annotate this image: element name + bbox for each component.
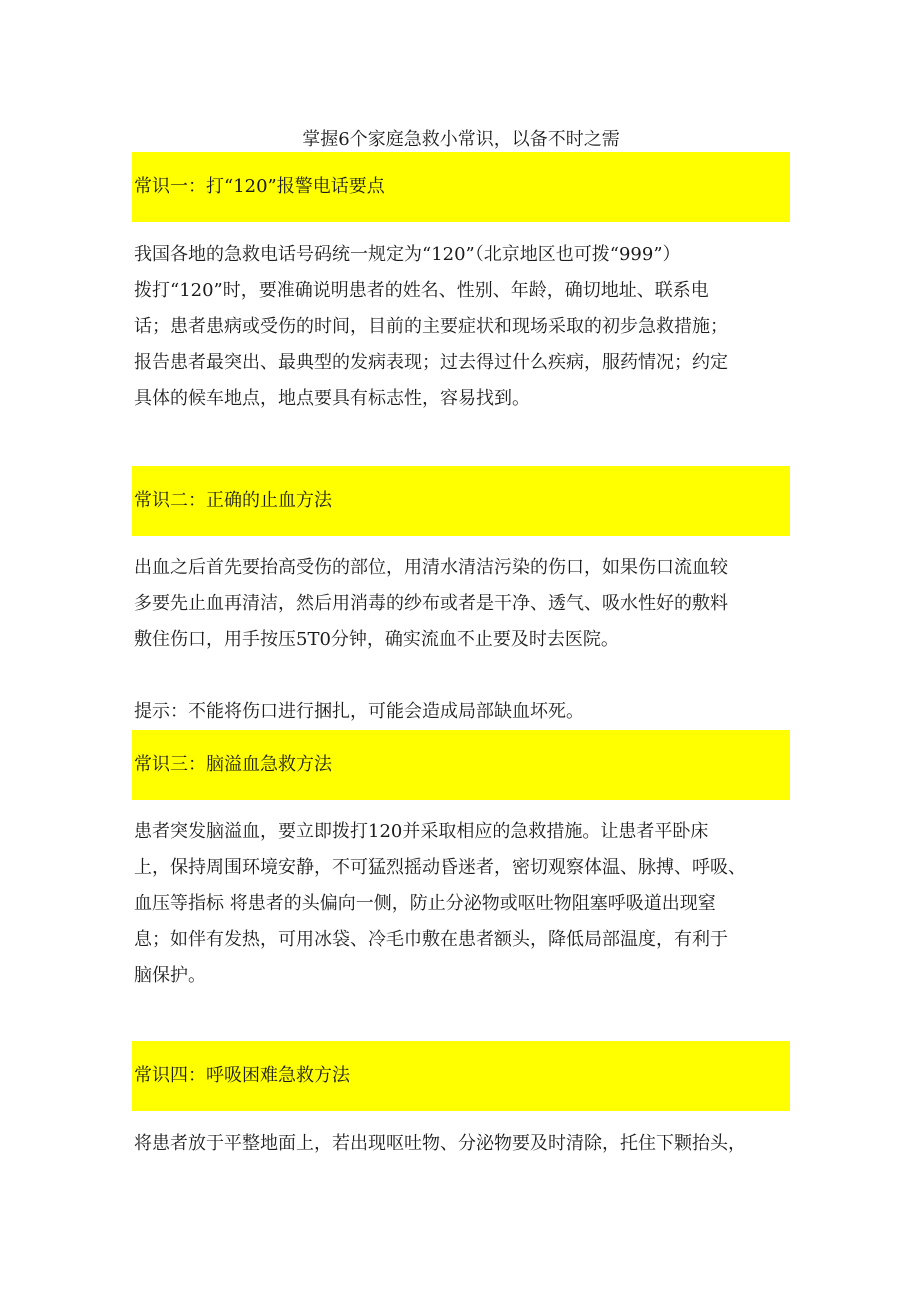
body-line: 报告患者最突出、最典型的发病表现；过去得过什么疾病，服药情况；约定 xyxy=(134,352,728,373)
body-line: 上，保持周围环境安静，不可猛烈摇动昏迷者，密切观察体温、脉搏、呼吸、 xyxy=(134,857,746,878)
body-line: 多要先止血再清洁，然后用消毒的纱布或者是干净、透气、吸水性好的敷料 xyxy=(134,593,728,614)
body-line: 将患者放于平整地面上，若出现呕吐物、分泌物要及时清除，托住下颗抬头， xyxy=(134,1133,746,1154)
section-heading-2-text: 常识二：正确的止血方法 xyxy=(134,490,332,511)
section-2-body xyxy=(134,550,794,658)
body-line: 出血之后首先要抬高受伤的部位，用清水清洁污染的伤口，如果伤口流血较 xyxy=(134,557,728,578)
body-line: 我国各地的急救电话号码统一规定为“120”（北京地区也可拨“999”） xyxy=(134,244,681,265)
tip-line: 提示：不能将伤口进行捆扎，可能会造成局部缺血坏死。 xyxy=(134,701,584,722)
section-2-tip xyxy=(134,694,794,730)
section-heading-2 xyxy=(132,466,790,536)
body-line: 拨打“120”时，要准确说明患者的姓名、性别、年龄，确切地址、联系电 xyxy=(134,280,709,301)
section-heading-3 xyxy=(132,730,790,800)
body-line: 患者突发脑溢血，要立即拨打120并采取相应的急救措施。让患者平卧床 xyxy=(134,821,709,842)
section-heading-4 xyxy=(132,1041,790,1111)
body-line: 脑保护。 xyxy=(134,965,206,986)
section-heading-3-text: 常识三：脑溢血急救方法 xyxy=(134,754,332,775)
section-1-body xyxy=(134,237,794,417)
body-line: 息；如伴有发热，可用冰袋、冷毛巾敷在患者额头，降低局部温度，有利于 xyxy=(134,929,728,950)
body-line: 敷住伤口，用手按压5T0分钟，确实流血不止要及时去医院。 xyxy=(134,629,619,650)
section-4-body xyxy=(134,1126,794,1162)
section-heading-1-text: 常识一：打“120”报警电话要点 xyxy=(134,176,385,197)
section-heading-4-text: 常识四：呼吸困难急救方法 xyxy=(134,1065,350,1086)
section-3-body xyxy=(134,814,794,994)
section-heading-1 xyxy=(132,152,790,222)
body-line: 具体的候车地点，地点要具有标志性，容易找到。 xyxy=(134,388,530,409)
document-title: 掌握6个家庭急救小常识，以备不时之需 xyxy=(302,129,620,150)
body-line: 血压等指标 将患者的头偏向一侧，防止分泌物或呕吐物阻塞呼吸道出现窒 xyxy=(134,893,716,914)
body-line: 话；患者患病或受伤的时间，目前的主要症状和现场采取的初步急救措施； xyxy=(134,316,728,337)
